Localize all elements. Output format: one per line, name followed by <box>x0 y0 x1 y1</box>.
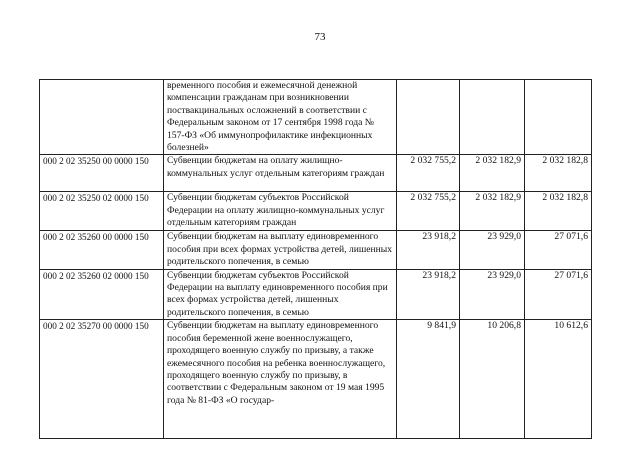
amount-year3-cell <box>525 80 592 155</box>
amount-year2-cell: 23 929,0 <box>460 231 525 269</box>
description-cell: Субвенции бюджетам на выплату единовременного пособия при всех формах устройства детей, лишенных родительского попечения, в семью <box>164 231 397 269</box>
page-number: 73 <box>314 31 326 43</box>
budget-code-cell: 000 2 02 35250 02 0000 150 <box>40 192 164 231</box>
budget-table <box>39 79 592 439</box>
amount-year2-cell: 2 032 182,9 <box>460 192 525 231</box>
budget-code-cell: 000 2 02 35260 02 0000 150 <box>40 269 164 320</box>
amount-year1-cell: 2 032 755,2 <box>397 192 460 231</box>
table-row <box>40 320 592 439</box>
table-row-continuation <box>40 80 592 155</box>
amount-year2-cell: 23 929,0 <box>460 269 525 320</box>
table-row <box>40 155 592 192</box>
amount-year3-cell: 27 071,6 <box>525 231 592 269</box>
amount-year1-cell: 2 032 755,2 <box>397 155 460 192</box>
description-cell: Субвенции бюджетам на оплату жилищно-коммунальных услуг отдельным категориям граждан <box>164 155 397 192</box>
budget-code-cell: 000 2 02 35270 00 0000 150 <box>40 320 164 439</box>
description-cell: Субвенции бюджетам субъектов Российской Федерации на выплату единовременного пособия при всех формах устройства детей, лишенных родительского попечения, в семью <box>164 269 397 320</box>
table-row <box>40 192 592 231</box>
amount-year3-cell: 10 612,6 <box>525 320 592 439</box>
description-cell: Субвенции бюджетам субъектов Российской Федерации на оплату жилищно-коммунальных услуг отдельным категориям граждан <box>164 192 397 231</box>
amount-year1-cell: 9 841,9 <box>397 320 460 439</box>
budget-code-cell: 000 2 02 35260 00 0000 150 <box>40 231 164 269</box>
description-cell: Субвенции бюджетам на выплату единовременного пособия беременной жене военнослужащего, проходящего военную службу по призыву, а также ежемесячного пособия на ребенка военнослужащего, проходящего военную службу по призыву, в соответствии с Федеральным законом от 19 мая 1995 года № 81-ФЗ «О государ- <box>164 320 397 439</box>
description-cell: временного пособия и ежемесячной денежной компенсации гражданам при возникновении поствакцинальных осложнений в соответствии с Федеральным законом от 17 сентября 1998 года № 157-ФЗ «Об иммунопрофилактике инфекционных болезней» <box>164 80 397 155</box>
amount-year2-cell: 10 206,8 <box>460 320 525 439</box>
budget-code-cell: 000 2 02 35250 00 0000 150 <box>40 155 164 192</box>
amount-year2-cell: 2 032 182,9 <box>460 155 525 192</box>
amount-year2-cell <box>460 80 525 155</box>
amount-year3-cell: 2 032 182,8 <box>525 155 592 192</box>
amount-year1-cell: 23 918,2 <box>397 269 460 320</box>
budget-code-cell <box>40 80 164 155</box>
table-row <box>40 269 592 320</box>
amount-year3-cell: 27 071,6 <box>525 269 592 320</box>
amount-year3-cell: 2 032 182,8 <box>525 192 592 231</box>
amount-year1-cell <box>397 80 460 155</box>
table-row <box>40 231 592 269</box>
amount-year1-cell: 23 918,2 <box>397 231 460 269</box>
